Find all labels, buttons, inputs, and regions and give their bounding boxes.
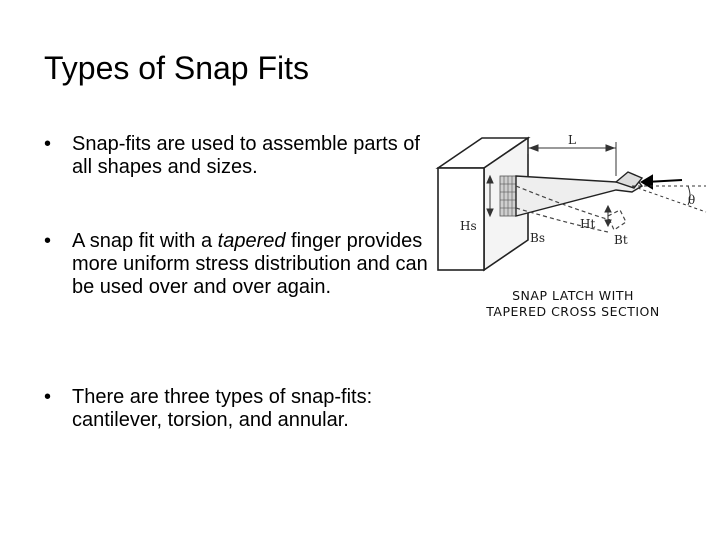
tip-height-label: Ht bbox=[580, 217, 596, 231]
figure-caption-line1: SNAP LATCH WITH bbox=[512, 288, 634, 303]
bullet-text-part: There are three types of snap-fits: cantilever, torsion, and annular. bbox=[72, 386, 373, 431]
bullet-marker: • bbox=[44, 133, 52, 155]
bullet-marker: • bbox=[44, 230, 52, 252]
tip-height-dimension bbox=[605, 206, 611, 226]
bullet-text-part: finger provides more uniform stress distribution and can be used over and over again. bbox=[72, 230, 428, 298]
bullet-text-part: Snap-fits are used to assemble parts of all shapes and sizes. bbox=[72, 133, 420, 178]
bullet-item bbox=[44, 386, 434, 432]
figure-caption-line2: TAPERED CROSS SECTION bbox=[486, 304, 660, 319]
length-label: L bbox=[568, 133, 576, 147]
snap-latch-figure bbox=[420, 128, 710, 328]
bullet-text bbox=[72, 133, 434, 179]
bullet-marker: • bbox=[44, 386, 52, 408]
bullet-text-part: A snap fit with a bbox=[72, 230, 218, 252]
slide-title: Types of Snap Fits bbox=[44, 50, 310, 86]
base-width-label: Bs bbox=[530, 231, 545, 245]
tip-width-label: Bt bbox=[614, 233, 628, 247]
bullet-emphasis: tapered bbox=[217, 230, 286, 252]
bullet-item bbox=[44, 230, 434, 299]
bullet-item bbox=[44, 133, 434, 179]
angle-label: θ bbox=[688, 193, 696, 207]
length-dimension bbox=[528, 142, 616, 176]
wall-block bbox=[438, 138, 528, 270]
snap-latch-drawing bbox=[420, 128, 710, 288]
bullet-text bbox=[72, 386, 434, 432]
base-height-label: Hs bbox=[460, 219, 477, 233]
bullet-text bbox=[72, 230, 434, 299]
